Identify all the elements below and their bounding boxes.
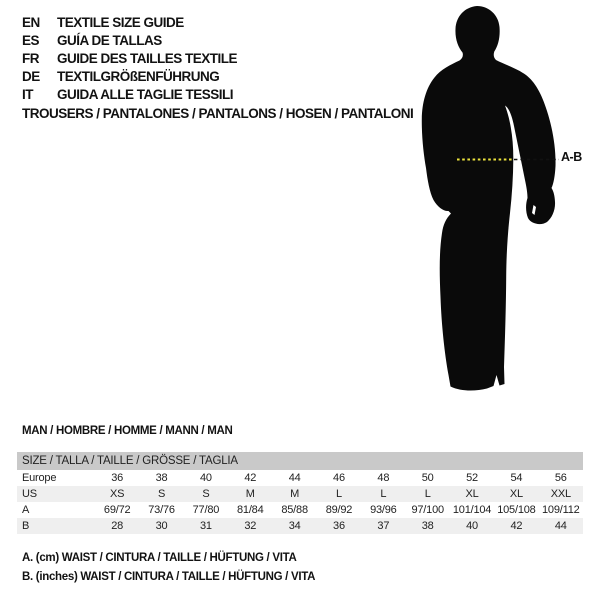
size-cell: 54: [510, 472, 523, 484]
size-cell: 36: [111, 472, 124, 484]
size-cell: 46: [333, 472, 345, 484]
size-cell: 30: [139, 518, 183, 534]
language-code: FR: [22, 51, 39, 66]
row-label-europe: Europe: [22, 472, 57, 484]
size-cell: XXL: [539, 486, 583, 502]
size-cell: L: [317, 486, 361, 502]
size-cell: 40: [450, 518, 494, 534]
language-row: [22, 68, 237, 86]
size-cell: 34: [272, 518, 316, 534]
size-cell: 38: [406, 518, 450, 534]
size-cell: L: [361, 486, 405, 502]
size-cell: 52: [466, 472, 478, 484]
language-code: ES: [22, 33, 40, 48]
size-cell: 38: [155, 472, 168, 484]
language-list: [22, 14, 237, 104]
row-label-b: B: [17, 518, 95, 534]
table-row-europe: [17, 470, 583, 486]
size-table-header-row: [17, 452, 583, 470]
size-cell: 48: [377, 472, 390, 484]
language-label: TEXTILGRÖßENFÜHRUNG: [57, 69, 220, 84]
size-cell: 40: [199, 472, 212, 484]
size-cell: L: [406, 486, 450, 502]
language-code: IT: [22, 87, 33, 102]
size-table-header: SIZE / TALLA / TAILLE / GRÖSSE / TAGLIA: [17, 452, 583, 470]
size-cell: 81/84: [236, 504, 264, 516]
size-table: [17, 452, 583, 534]
size-cell: 69/72: [103, 504, 131, 516]
size-cell: 42: [244, 472, 257, 484]
row-label-us: US: [17, 486, 95, 502]
row-label-a: A: [22, 504, 30, 516]
size-cell: 77/80: [192, 504, 220, 516]
man-silhouette-body: [422, 6, 556, 391]
size-cell: XS: [95, 486, 139, 502]
language-row: [22, 86, 237, 104]
note-a: A. (cm) WAIST / CINTURA / TAILLE / HÜFTUNG / VITA: [22, 552, 297, 564]
man-silhouette: [393, 0, 600, 410]
table-row-us: [17, 486, 583, 502]
language-code: EN: [22, 15, 40, 30]
size-cell: 89/92: [325, 504, 353, 516]
note-b: B. (inches) WAIST / CINTURA / TAILLE / HÜFTUNG / VITA: [22, 570, 316, 583]
size-cell: 85/88: [281, 504, 308, 516]
size-cell: XL: [450, 486, 494, 502]
size-cell: M: [272, 486, 316, 502]
size-cell: 73/76: [148, 504, 175, 516]
size-cell: 44: [539, 518, 583, 534]
size-cell: 56: [554, 472, 567, 484]
size-cell: 42: [494, 518, 538, 534]
language-label: GUÍA DE TALLAS: [57, 33, 162, 48]
language-label: GUIDE DES TAILLES TEXTILE: [57, 51, 238, 66]
size-cell: 31: [184, 518, 228, 534]
size-cell: 93/96: [370, 504, 397, 516]
size-cell: M: [228, 486, 272, 502]
table-row-b: [17, 518, 583, 534]
language-code: DE: [22, 69, 40, 84]
size-cell: 36: [317, 518, 361, 534]
size-cell: S: [184, 486, 228, 502]
language-row: [22, 32, 237, 50]
language-label: TEXTILE SIZE GUIDE: [57, 15, 184, 30]
size-cell: 50: [421, 472, 434, 484]
size-cell: 37: [361, 518, 405, 534]
size-cell: 101/104: [452, 504, 492, 516]
size-cell: S: [139, 486, 183, 502]
category-title: TROUSERS / PANTALONES / PANTALONS / HOSEN / PANTALONI: [22, 106, 414, 121]
size-cell: 109/112: [542, 504, 580, 516]
language-row: [22, 50, 237, 68]
waist-measure-label: A-B: [561, 150, 582, 164]
gender-title: MAN / HOMBRE / HOMME / MANN / MAN: [22, 425, 233, 437]
table-row-a: [17, 502, 583, 518]
size-cell: 32: [228, 518, 272, 534]
size-cell: 44: [288, 472, 301, 484]
size-cell: 97/100: [411, 504, 444, 516]
size-cell: XL: [494, 486, 538, 502]
man-silhouette-figure: [393, 0, 600, 410]
language-label: GUIDA ALLE TAGLIE TESSILI: [57, 87, 233, 102]
size-cell: 105/108: [497, 504, 536, 516]
size-cell: 28: [95, 518, 139, 534]
measure-notes: [22, 549, 315, 586]
language-row: [22, 14, 237, 32]
